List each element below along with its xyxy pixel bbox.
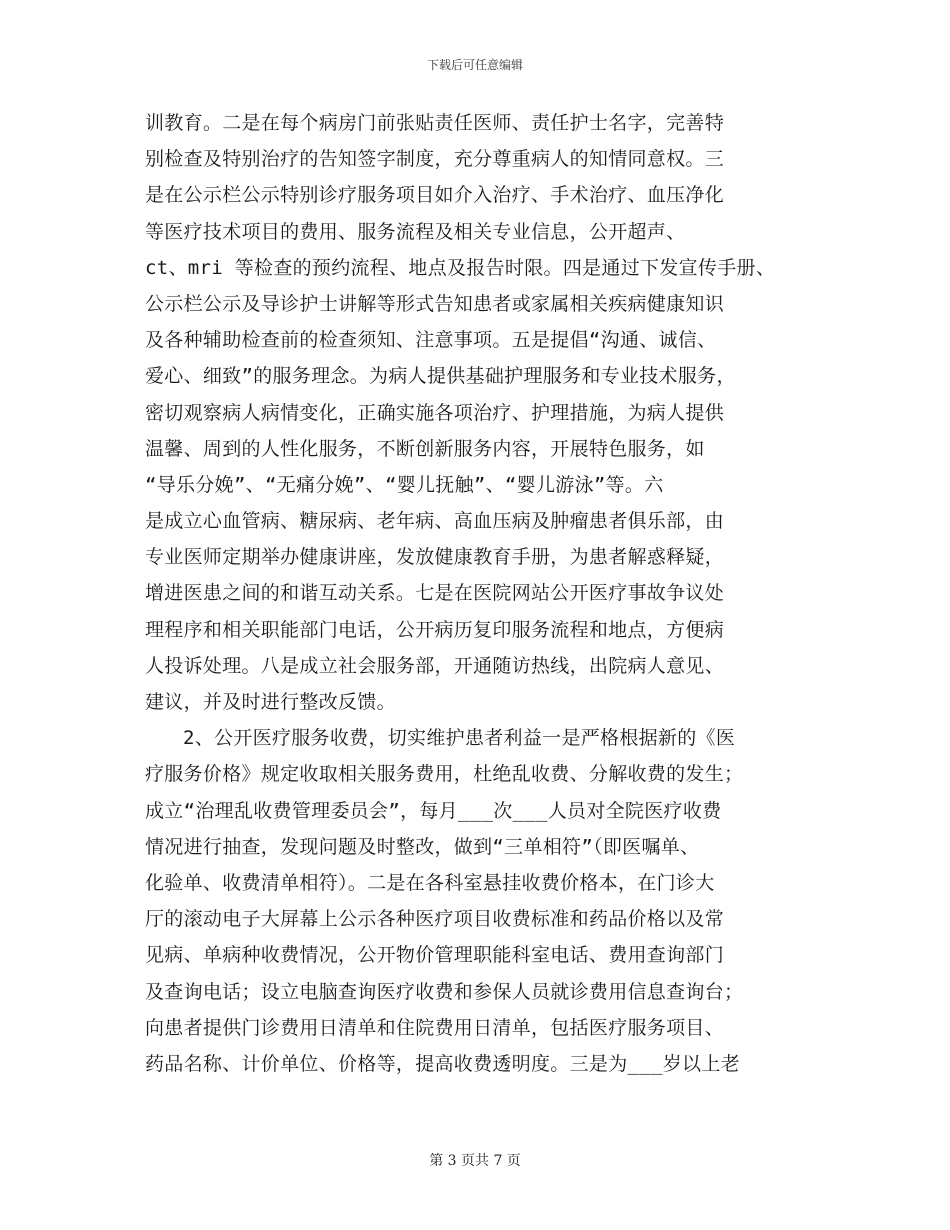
text-line: “导乐分娩”、“无痛分娩”、“婴儿抚触”、“婴儿游泳”等。六 <box>145 473 664 496</box>
text-line: 成立“治理乱收费管理委员会”，每月___次___人员对全院医疗收费 <box>145 799 722 822</box>
text-line: 向患者提供门诊费用日清单和住院费用日清单，包括医疗服务项目、 <box>145 1016 725 1039</box>
text-line: 药品名称、计价单位、价格等，提高收费透明度。三是为___岁以上老 <box>145 1052 740 1075</box>
text-line: 及各种辅助检查前的检查须知、注意事项。五是提倡“沟通、诚信、 <box>145 329 717 352</box>
text-line: 建议，并及时进行整改反馈。 <box>145 691 396 713</box>
text-line: 公示栏公示及导诊护士讲解等形式告知患者或家属相关疾病健康知识 <box>145 292 725 315</box>
text-line: 及查询电话；设立电脑查询医疗收费和参保人员就诊费用信息查询台； <box>145 980 744 1003</box>
text-line: 厅的滚动电子大屏幕上公示各种医疗项目收费标准和药品价格以及常 <box>145 908 725 931</box>
text-line: 疗服务价格》规定收取相关服务费用，杜绝乱收费、分解收费的发生； <box>145 763 744 786</box>
paragraph-start-line: 2、公开医疗服务收费，切实维护患者利益一是严格根据新的《医 <box>183 727 736 750</box>
text-line: 温馨、周到的人性化服务，不断创新服务内容，开展特色服务，如 <box>145 437 705 460</box>
text-line: 理程序和相关职能部门电话，公开病历复印服务流程和地点，方便病 <box>145 618 725 641</box>
text-line: 见病、单病种收费情况，公开物价管理职能科室电话、费用查询部门 <box>145 944 725 967</box>
document-body <box>145 105 815 1082</box>
text-line: 专业医师定期举办健康讲座，发放健康教育手册，为患者解惑释疑， <box>145 546 725 569</box>
text-line: 等医疗技术项目的费用、服务流程及相关专业信息，公开超声、 <box>145 220 686 243</box>
text-line: ct、mri 等检查的预约流程、地点及报告时限。四是通过下发宣传手册、 <box>145 256 776 279</box>
text-line: 密切观察病人病情变化，正确实施各项治疗、护理措施，为病人提供 <box>145 401 725 424</box>
page-number: 第 3 页共 7 页 <box>429 1153 521 1169</box>
text-line: 爱心、细致”的服务理念。为病人提供基础护理服务和专业技术服务， <box>145 365 736 388</box>
page-header: 下载后可任意编辑 <box>426 58 523 72</box>
text-line: 是成立心血管病、糖尿病、老年病、高血压病及肿瘤患者俱乐部，由 <box>145 510 725 533</box>
text-line: 化验单、收费清单相符）。二是在各科室悬挂收费价格本，在门诊大 <box>145 871 715 894</box>
text-line: 情况进行抽查，发现问题及时整改，做到“三单相符”（即医嘱单、 <box>145 835 700 858</box>
text-line: 训教育。二是在每个病房门前张贴责任医师、责任护士名字，完善特 <box>145 112 725 134</box>
text-line: 人投诉处理。八是成立社会服务部，开通随访热线，出院病人意见、 <box>145 654 725 677</box>
text-line: 是在公示栏公示特别诊疗服务项目如介入治疗、手术治疗、血压净化 <box>145 184 725 207</box>
text-line: 增进医患之间的和谐互动关系。七是在医院网站公开医疗事故争议处 <box>145 582 725 605</box>
text-line: 别检查及特别治疗的告知签字制度，充分尊重病人的知情同意权。三 <box>145 148 725 171</box>
